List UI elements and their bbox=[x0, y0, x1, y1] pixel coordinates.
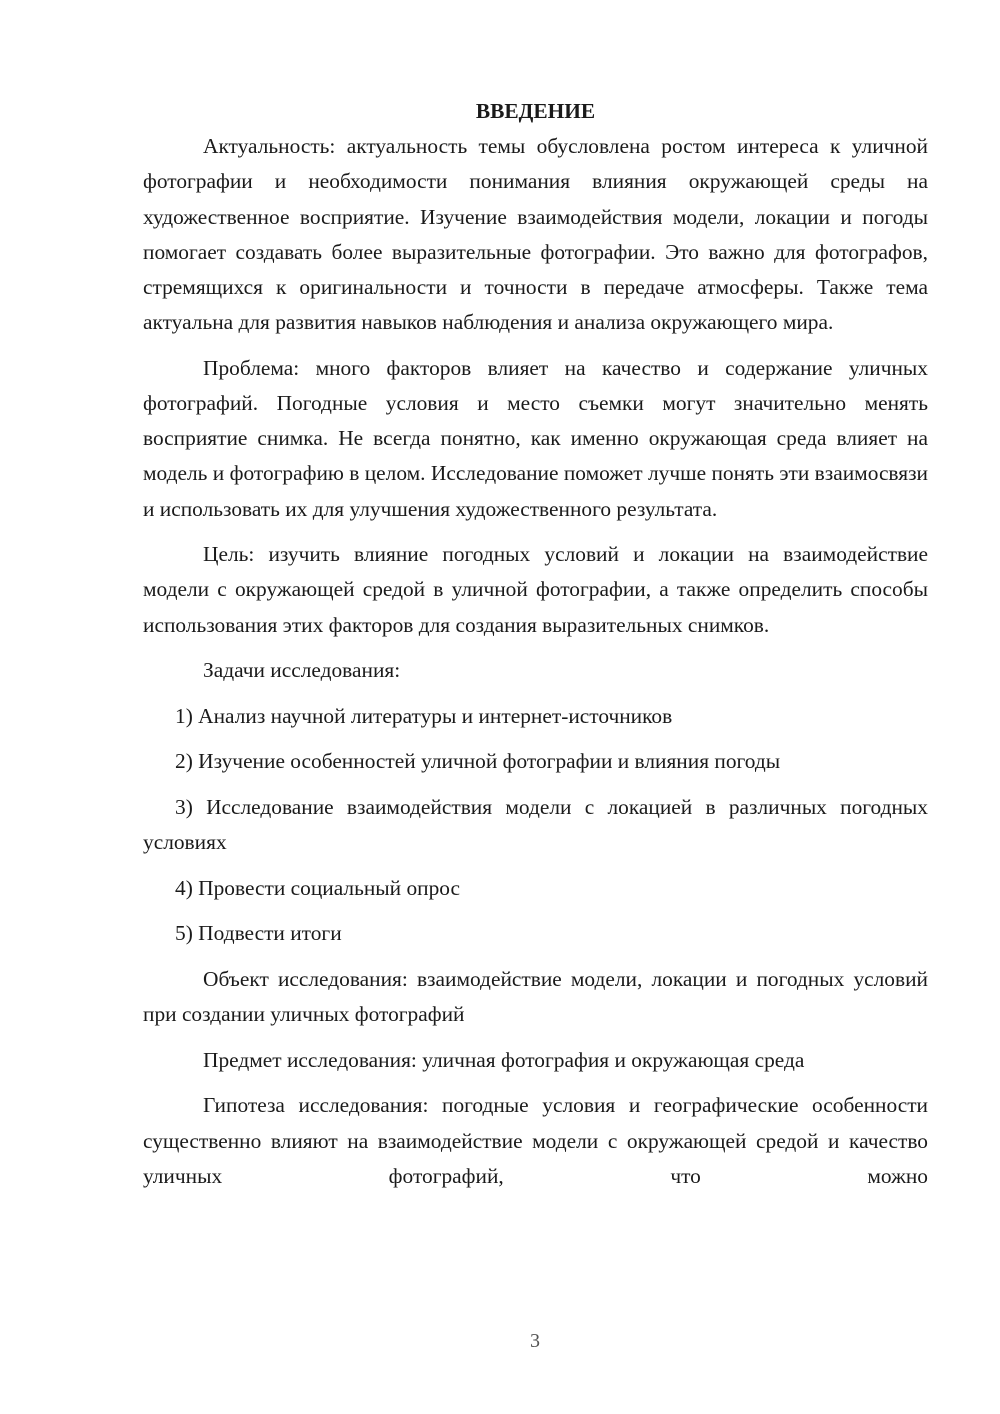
task-item-1: 1) Анализ научной литературы и интернет-источников bbox=[175, 703, 673, 728]
task-item-3: 3) Исследование взаимодействия модели с локацией в различных погодных условиях bbox=[143, 795, 928, 855]
task-item-2: 2) Изучение особенностей уличной фотографии и влияния погоды bbox=[175, 749, 781, 774]
object-paragraph: Объект исследования: взаимодействие модели, локации и погодных условий при создании уличных фотографий bbox=[143, 966, 928, 1027]
task-item-4: 4) Провести социальный опрос bbox=[175, 875, 461, 900]
relevance-paragraph: Актуальность: актуальность темы обусловлена ростом интереса к уличной фотографии и необходимости понимания влияния окружающей среды на художественное восприятие. Изучение взаимодействия модели, локации и погоды помогает создавать более выразительные фотографии. Это важно для фотографов, стремящихся к оригинальности и точности в передаче атмосферы. Также тема актуальна для развития навыков наблюдения и анализа окружающего мира. bbox=[143, 134, 928, 335]
page-title: ВВЕДЕНИЕ bbox=[475, 99, 596, 123]
page-number: 3 bbox=[530, 1330, 540, 1352]
problem-paragraph: Проблема: много факторов влияет на качество и содержание уличных фотографий. Погодные условия и место съемки могут значительно менять восприятие снимка. Не всегда понятно, как именно окружающая среда влияет на модель и фотографию в целом. Исследование поможет лучше понять эти взаимосвязи и использовать их для улучшения художественного результата. bbox=[143, 355, 928, 521]
tasks-heading: Задачи исследования: bbox=[203, 658, 401, 683]
subject-paragraph: Предмет исследования: уличная фотография и окружающая среда bbox=[203, 1047, 805, 1072]
page-content bbox=[143, 94, 928, 1204]
goal-paragraph: Цель: изучить влияние погодных условий и локации на взаимодействие модели с окружающей средой в уличной фотографии, а также определить способы использования этих факторов для создания выразительных снимков. bbox=[143, 542, 928, 637]
task-item-5: 5) Подвести итоги bbox=[175, 921, 342, 946]
hypothesis-paragraph: Гипотеза исследования: погодные условия и географические особенности существенно влияют на взаимодействие модели с окружающей средой и качество уличных фотографий, что можно bbox=[143, 1093, 928, 1188]
